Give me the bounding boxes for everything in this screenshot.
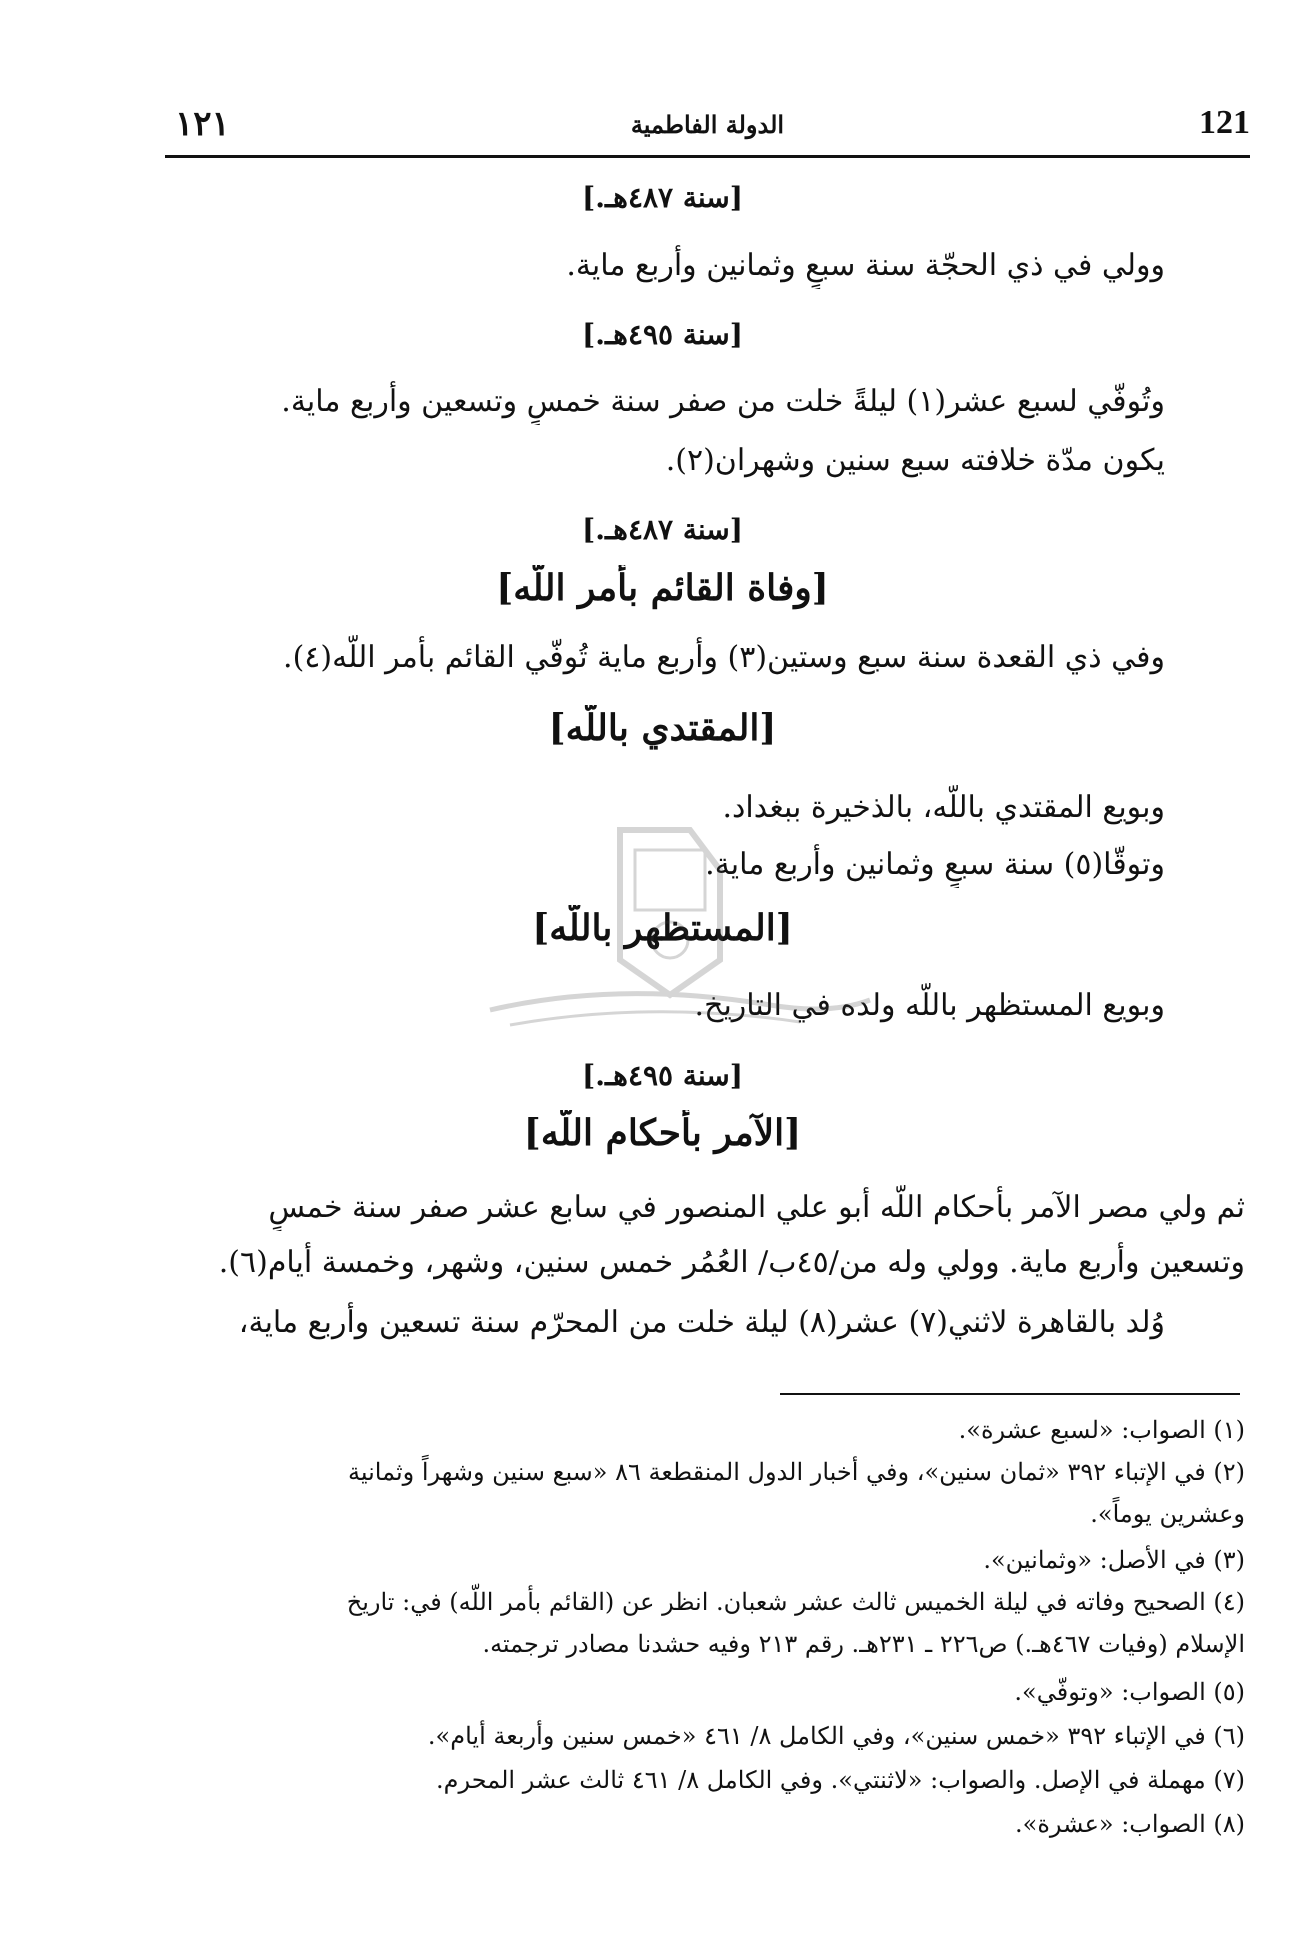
- text-line: وولي في ذي الحجّة سنة سبعٍ وثمانين وأربع ماية.: [566, 248, 1165, 283]
- footnote: (١) الصواب: «لسبع عشرة».: [958, 1416, 1245, 1444]
- header-rule: [165, 155, 1250, 158]
- text-line: وبويع المقتدي باللّه، بالذخيرة ببغداد.: [722, 790, 1165, 825]
- text-line: ثم ولي مصر الآمر بأحكام اللّه أبو علي المنصور في سابع عشر صفر سنة خمسٍ: [268, 1190, 1245, 1225]
- footnote: (٣) في الأصل: «وثمانين».: [983, 1546, 1245, 1574]
- footnote: (٤) الصحيح وفاته في ليلة الخميس ثالث عشر شعبان. انظر عن (القائم بأمر اللّه) في: تاريخ: [346, 1588, 1245, 1616]
- section-heading: [وفاة القائم بأمر اللّه]: [496, 567, 829, 609]
- page-header: [165, 100, 1250, 160]
- footnote: (٥) الصواب: «وتوفّي».: [1014, 1678, 1245, 1706]
- page-number-arabic: ١٢١: [175, 104, 230, 144]
- footnote-continuation: وعشرين يوماً».: [1090, 1500, 1245, 1528]
- text-line: وبويع المستظهر باللّه ولده في التاريخ.: [694, 988, 1165, 1023]
- footnote-continuation: الإسلام (وفيات ٤٦٧هـ.) ص٢٢٦ ـ ٢٣١هـ. رقم ٢١٣ وفيه حشدنا مصادر ترجمته.: [482, 1630, 1245, 1658]
- footnote: (٧) مهملة في الإصل. والصواب: «لاثنتي». وفي الكامل ٨/ ٤٦١ ثالث عشر المحرم.: [436, 1766, 1245, 1794]
- footnote: (٨) الصواب: «عشرة».: [1015, 1810, 1245, 1838]
- year-marker: [سنة ٤٨٧هـ.]: [581, 181, 743, 214]
- footnote-rule: [780, 1393, 1240, 1395]
- text-line: وتسعين وأربع ماية. وولي وله من/٤٥ب/ العُمُر خمس سنين، وشهر، وخمسة أيام(٦).: [218, 1245, 1245, 1280]
- section-heading: [الآمر بأحكام اللّه]: [523, 1112, 802, 1154]
- footnote: (٦) في الإتباء ٣٩٢ «خمس سنين»، وفي الكامل ٨/ ٤٦١ «خمس سنين وأربعة أيام».: [427, 1722, 1245, 1750]
- section-heading: [المقتدي باللّه]: [548, 707, 777, 749]
- section-heading: [المستظهر باللّه]: [532, 907, 793, 949]
- running-title: الدولة الفاطمية: [630, 110, 785, 139]
- year-marker: [سنة ٤٩٥هـ.]: [581, 1059, 743, 1092]
- year-marker: [سنة ٤٩٥هـ.]: [581, 318, 743, 351]
- year-marker: [سنة ٤٨٧هـ.]: [581, 513, 743, 546]
- page-number-latin: 121: [1199, 104, 1250, 141]
- text-line: يكون مدّة خلافته سبع سنين وشهران(٢).: [665, 443, 1165, 478]
- text-line: وفي ذي القعدة سنة سبع وستين(٣) وأربع ماية تُوفّي القائم بأمر اللّه(٤).: [283, 640, 1165, 675]
- text-line: وتوقّا(٥) سنة سبعٍ وثمانين وأربع ماية.: [705, 847, 1165, 882]
- text-line: وُلد بالقاهرة لاثني(٧) عشر(٨) ليلة خلت من المحرّم سنة تسعين وأربع ماية،: [238, 1305, 1165, 1340]
- text-line: وتُوفّي لسبع عشر(١) ليلةً خلت من صفر سنة خمسٍ وتسعين وأربع ماية.: [281, 384, 1165, 419]
- footnote: (٢) في الإتباء ٣٩٢ «ثمان سنين»، وفي أخبار الدول المنقطعة ٨٦ «سبع سنين وشهراً وثمانية: [348, 1458, 1245, 1486]
